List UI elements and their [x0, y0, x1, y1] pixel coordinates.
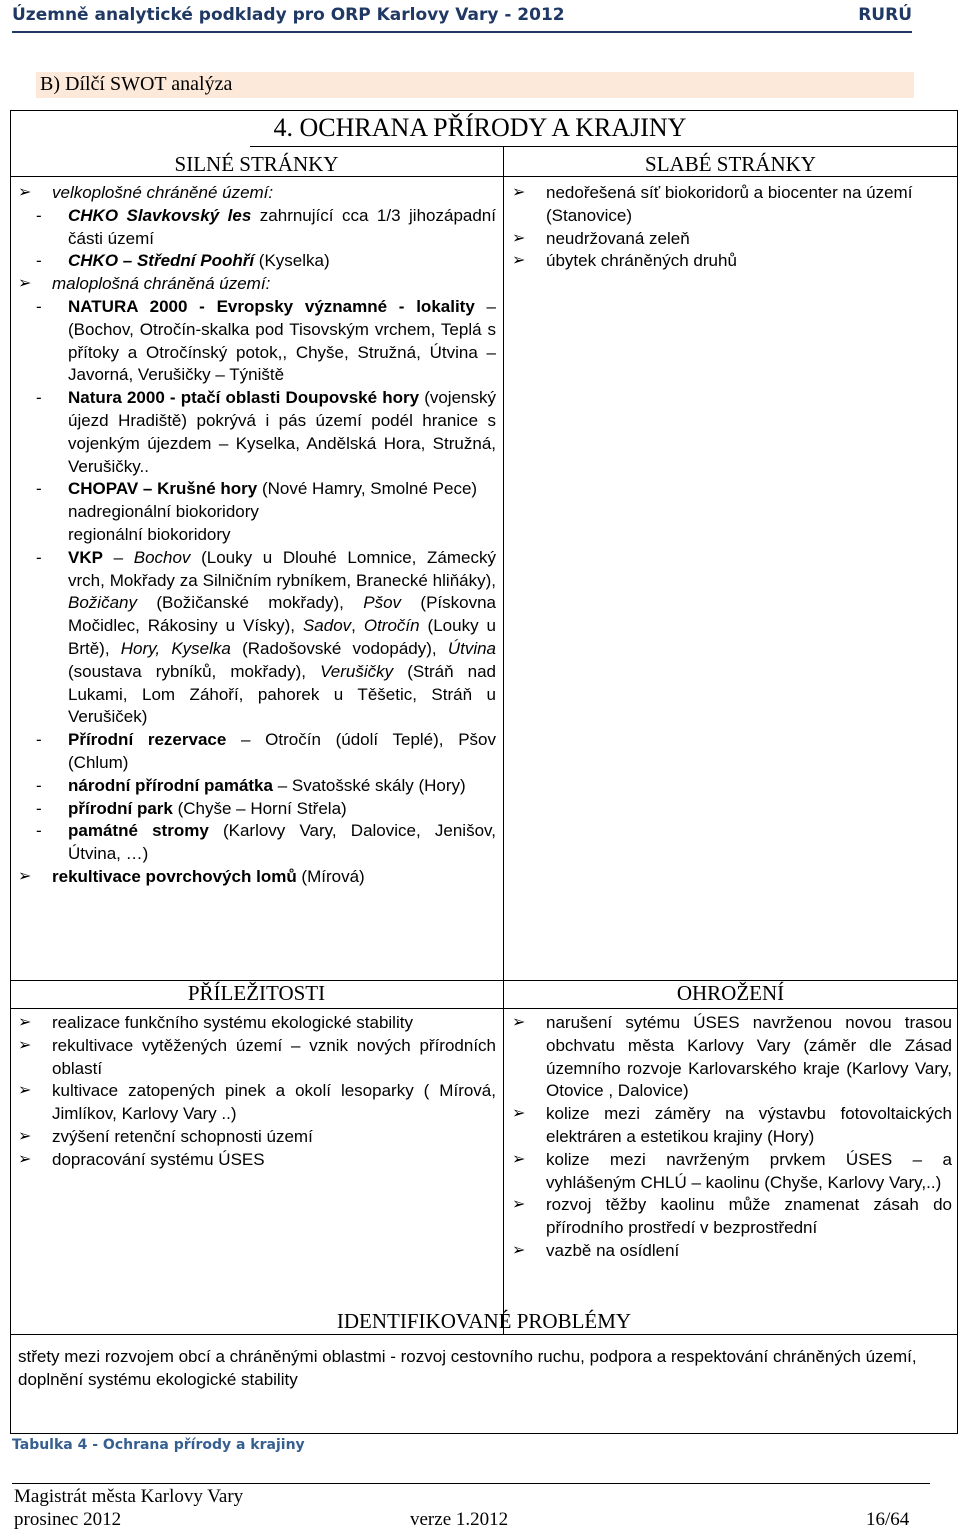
list-item: ➢ zvýšení retenční schopnosti území	[16, 1126, 496, 1149]
problems-divider	[10, 1334, 958, 1335]
list-item: ➢ kolize mezi navrženým prvkem ÚSES – a vyhlášeným CHLÚ – kaolinu (Chyše, Karlovy Vary,..)	[510, 1149, 952, 1195]
header-org: RURÚ	[858, 5, 912, 25]
list-item: - NATURA 2000 - Evropsky významné - lokality – (Bochov, Otročín-skalka pod Tisovským vrchem, Teplá s přítoky a Otročínský potok,, Chyše, Stružná, Útvina –Javorná, Verušičky – Týniště	[16, 296, 496, 387]
list-item: - Přírodní rezervace – Otročín (údolí Teplé), Pšov (Chlum)	[16, 729, 496, 775]
list-item: nadregionální biokoridory	[68, 502, 259, 522]
list-item: - Natura 2000 - ptačí oblasti Doupovské hory (vojenský újezd Hradiště) pokrývá i pás území podél hranice s vojenkým újezdem – Kyselka, Andělská Hora, Stružná, Verušičky..	[16, 387, 496, 478]
problems-heading: IDENTIFIKOVANÉ PROBLÉMY	[336, 1309, 632, 1333]
footer-date: prosinec 2012	[14, 1509, 122, 1530]
list-item: ➢ realizace funkčního systému ekologické stability	[16, 1012, 496, 1035]
footer-org: Magistrát města Karlovy Vary	[14, 1486, 244, 1507]
strengths-heading: SILNÉ STRÁNKY	[174, 152, 339, 176]
list-item: ➢ kolize mezi záměry na výstavbu fotovoltaických elektráren a estetikou krajiny (Hory)	[510, 1103, 952, 1149]
opportunities-heading: PŘÍLEŽITOSTI	[187, 981, 326, 1005]
footer-divider	[12, 1483, 930, 1484]
list-item: - památné stromy (Karlovy Vary, Dalovice, Jenišov, Útvina, …)	[16, 820, 496, 866]
list-item: - CHKO Slavkovský les zahrnující cca 1/3 jihozápadní části území	[16, 205, 496, 251]
mid-divider-bottom	[10, 1008, 958, 1009]
section-heading-text: B) Dílčí SWOT analýza	[40, 73, 233, 95]
header-divider	[12, 31, 912, 33]
strengths-list	[16, 182, 496, 889]
list-item: ➢ kultivace zatopených pinek a okolí lesoparky ( Mírová, Jimlíkov, Karlovy Vary ..)	[16, 1080, 496, 1126]
list-item: ➢ velkoplošné chráněné území:	[16, 182, 496, 205]
list-item: - CHOPAV – Krušné hory (Nové Hamry, Smolné Pece)	[16, 478, 496, 501]
title-divider	[250, 146, 958, 147]
list-item: - CHKO – Střední Poohří (Kyselka)	[16, 250, 496, 273]
threats-heading: OHROŽENÍ	[676, 981, 785, 1005]
list-item: - VKP – Bochov (Louky u Dlouhé Lomnice, Zámecký vrch, Mokřady za Silničním rybníkem, Branecké hliňáky), Božičany (Božičanské mokřady), Pšov (Pískovna Močidlec, Rákosiny u Vísky), Sadov, Otročín (Louky u Brtě), Hory, Kyselka (Radošovské vodopády), Útvina (soustava rybníků, mokřady), Verušičky (Stráň nad Lukami, Lom Záhoří, pahorek u Těšetic, Stráň u Verušiček)	[16, 547, 496, 729]
list-item: ➢ rekultivace povrchových lomů (Mírová)	[16, 866, 496, 889]
list-item: ➢ úbytek chráněných druhů	[510, 250, 952, 273]
list-item: - národní přírodní památka – Svatošské skály (Hory)	[16, 775, 496, 798]
list-item: ➢ vazbě na osídlení	[510, 1240, 952, 1263]
list-item: - přírodní park (Chyše – Horní Střela)	[16, 798, 496, 821]
opportunities-list	[16, 1012, 496, 1172]
list-item: ➢ narušení sytému ÚSES navrženou novou trasou obchvatu města Karlovy Vary (záměr dle Zásad územního rozvoje Karlovarského kraje (Karlovy Vary, Otovice , Dalovice)	[510, 1012, 952, 1103]
column-divider	[503, 146, 504, 1334]
footer-page-number: 16/64	[866, 1509, 910, 1530]
footer-version: verze 1.2012	[410, 1509, 509, 1530]
list-item: ➢ rekultivace vytěžených území – vznik nových přírodních oblastí	[16, 1035, 496, 1081]
problems-text: střety mezi rozvojem obcí a chráněnými oblastmi - rozvoj cestovního ruchu, podpora a respektování chráněných území, doplnění systému ekologické stability	[18, 1347, 917, 1389]
list-item: ➢ rozvoj těžby kaolinu může znamenat zásah do přírodního prostředí v bezprostřední	[510, 1194, 952, 1240]
weaknesses-list	[510, 182, 952, 273]
header-title: Územně analytické podklady pro ORP Karlovy Vary - 2012	[12, 5, 565, 25]
list-item: ➢ maloplošná chráněná území:	[16, 273, 496, 296]
table-caption: Tabulka 4 - Ochrana přírody a krajiny	[12, 1437, 305, 1453]
threats-list	[510, 1012, 952, 1263]
weaknesses-heading: SLABÉ STRÁNKY	[645, 152, 816, 176]
list-item: regionální biokoridory	[68, 524, 231, 544]
list-item: ➢ nedořešená síť biokoridorů a biocenter na území (Stanovice)	[510, 182, 952, 228]
list-item: ➢ neudržovaná zeleň	[510, 228, 952, 251]
page-header	[12, 3, 912, 30]
list-item: ➢ dopracování systému ÚSES	[16, 1149, 496, 1172]
table-title: 4. OCHRANA PŘÍRODY A KRAJINY	[273, 113, 687, 142]
section-heading	[36, 72, 914, 98]
